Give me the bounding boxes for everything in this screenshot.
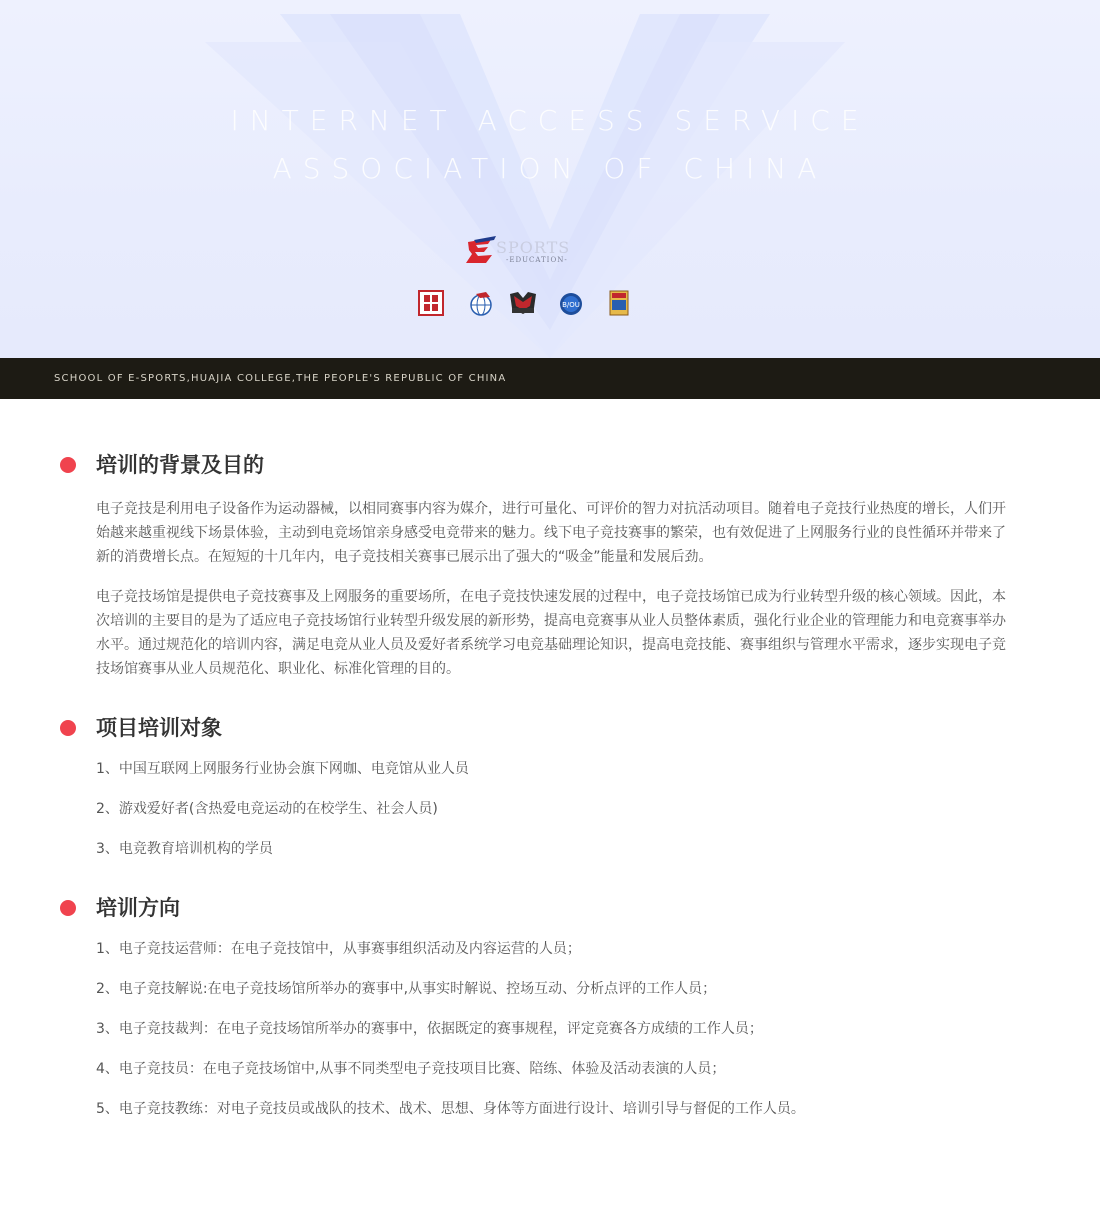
section-background [0, 451, 1100, 677]
list-item: 5、电子竞技教练：对电子竞技员或战队的技术、战术、思想、身体等方面进行设计、培训引导与督促的工作人员。 [96, 1101, 805, 1117]
section-header [0, 714, 1100, 744]
section-header [0, 451, 1100, 481]
section-title: 培训方向 [96, 896, 180, 920]
bullet-dot-icon [60, 900, 76, 916]
brand-word: SPORTS [496, 238, 571, 257]
esports-education-logo [466, 236, 586, 266]
list-item: 1、中国互联网上网服务行业协会旗下网咖、电竞馆从业人员 [96, 761, 469, 777]
list-item: 3、电竞教育培训机构的学员 [96, 841, 273, 857]
bullet-dot-icon [60, 720, 76, 736]
svg-text:B/OU: B/OU [562, 301, 580, 309]
paragraph: 电子竞技场馆是提供电子竞技赛事及上网服务的重要场所，在电子竞技快速发展的过程中，电子竞技场馆已成为行业转型升级的核心领域。因此，本次培训的主要目的是为了适应电子竞技场馆行业转型升级发展的新形势，提高电竞赛事从业人员整体素质，强化行业企业的管理能力和电竞赛事举办水平。通过规范化的培训内容，满足电竞从业人员及爱好者系统学习电竞基础理论知识，提高电竞技能、赛事组织与管理水平需求，逐步实现电子竞技场馆赛事从业人员规范化、职业化、标准化管理的目的。 [96, 589, 1006, 677]
list-item: 2、电子竞技解说:在电子竞技场馆所举办的赛事中,从事实时解说、控场互动、分析点评的工作人员； [96, 981, 717, 997]
partner-globe-logo-icon [468, 290, 494, 316]
list-item: 3、电子竞技裁判：在电子竞技场馆所举办的赛事中，依据既定的赛事规程，评定竞赛各方成绩的工作人员； [96, 1021, 763, 1037]
list-item: 4、电子竞技员：在电子竞技场馆中,从事不同类型电子竞技项目比赛、陪练、体验及活动表演的人员； [96, 1061, 726, 1077]
partner-logos [418, 290, 630, 318]
partner-circle-logo-icon [558, 290, 584, 316]
section-audience [0, 714, 1100, 857]
partner-badge-logo-icon [606, 290, 632, 316]
partner-shield-logo-icon [508, 290, 538, 316]
section-title: 项目培训对象 [96, 716, 222, 740]
list-item: 1、电子竞技运营师：在电子竞技馆中，从事赛事组织活动及内容运营的人员； [96, 941, 581, 957]
section-header [0, 894, 1100, 924]
hero-title-line-1: INTERNET ACCESS SERVICE [230, 104, 870, 137]
paragraph: 电子竞技是利用电子设备作为运动器械，以相同赛事内容为媒介，进行可量化、可评价的智力对抗活动项目。随着电子竞技行业热度的增长，人们开始越来越重视线下场景体验，主动到电竞场馆亲身感受电竞带来的魅力。线下电子竞技赛事的繁荣，也有效促进了上网服务行业的良性循环并带来了新的消费增长点。在短短的十几年内，电子竞技相关赛事已展示出了强大的“吸金”能量和发展后劲。 [96, 501, 1006, 565]
hero-title-line-2: ASSOCIATION OF CHINA [272, 152, 828, 185]
section-title: 培训的背景及目的 [96, 453, 264, 477]
hero-banner [0, 0, 1100, 358]
section-direction [0, 894, 1100, 1117]
partner-seal-logo-icon [418, 290, 444, 316]
bullet-dot-icon [60, 457, 76, 473]
brand-subtitle: -EDUCATION- [506, 256, 568, 264]
list-item: 2、游戏爱好者(含热爱电竞运动的在校学生、社会人员) [96, 801, 438, 817]
esports-e-logo-icon [466, 236, 498, 264]
school-name-bar: SCHOOL OF E-SPORTS,HUAJIA COLLEGE,THE PEOPLE'S REPUBLIC OF CHINA [0, 358, 1100, 399]
